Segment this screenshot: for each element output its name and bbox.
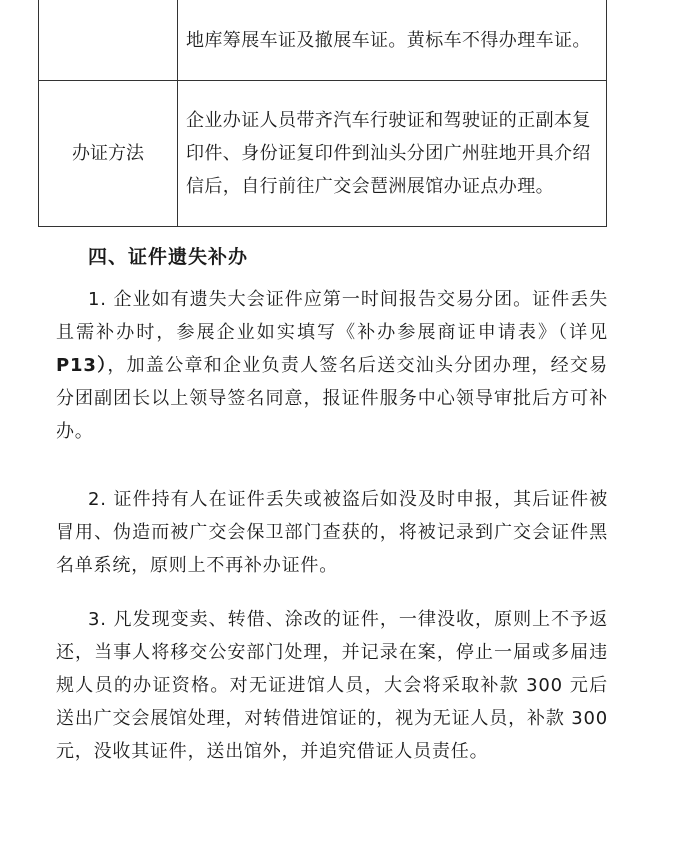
table-row [39, 0, 607, 81]
table-content-cell: 企业办证人员带齐汽车行驶证和驾驶证的正副本复印件、身份证复印件到汕头分团广州驻地开具介绍信后，自行前往广交会琶洲展馆办证点办理。 [178, 81, 607, 227]
paragraph-text: 1. 企业如有遗失大会证件应第一时间报告交易分团。证件丢失且需补办时，参展企业如实填写《补办参展商证申请表》（详见 [56, 289, 608, 343]
paragraph-text: ，加盖公章和企业负责人签名后送交汕头分团办理，经交易分团副团长以上领导签名同意，报证件服务中心领导审批后方可补办。 [56, 355, 608, 442]
table-row [39, 81, 607, 227]
section-heading: 四、证件遗失补办 [88, 246, 249, 268]
table-content-cell: 地库筹展车证及撤展车证。黄标车不得办理车证。 [178, 0, 607, 81]
paragraph-violations: 3. 凡发现变卖、转借、涂改的证件，一律没收，原则上不予返还，当事人将移交公安部门处理，并记录在案，停止一届或多届违规人员的办证资格。对无证进馆人员，大会将采取补款 300 元后送出广交会展馆处理，对转借进馆证的，视为无证人员，补款 300 元，没收其证件，送出馆外，并追究借证人员责任。 [56, 609, 608, 762]
paragraph-report-delay: 2. 证件持有人在证件丢失或被盗后如没及时申报，其后证件被冒用、伪造而被广交会保卫部门查获的，将被记录到广交会证件黑名单系统，原则上不再补办证件。 [56, 489, 608, 576]
table-label-cell: 办证方法 [39, 81, 178, 227]
table-label-cell [39, 0, 178, 81]
certificate-info-table [38, 0, 607, 227]
page-reference: P13） [56, 355, 108, 376]
paragraph-lost-certificate [56, 283, 608, 448]
